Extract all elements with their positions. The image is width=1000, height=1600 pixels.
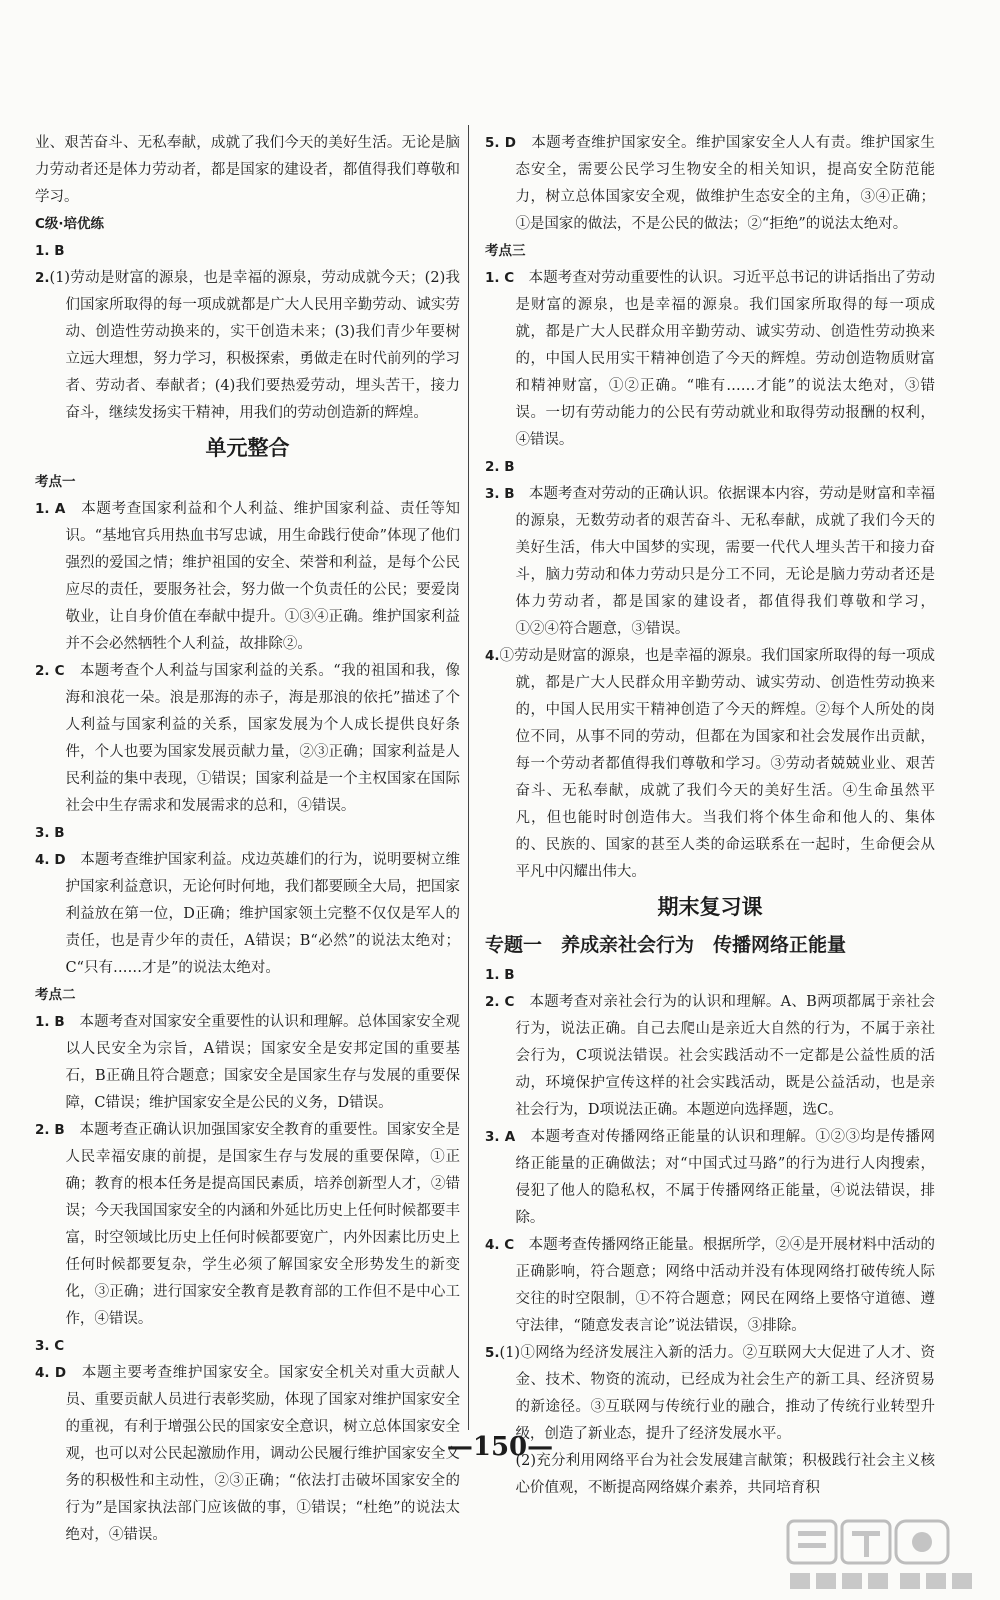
section-title: 单元整合: [205, 436, 290, 460]
answer-text: 本题主要考查维护国家安全。国家安全机关对重大贡献人员、重要贡献人员进行表彰奖励，体现了国家对维护国家安全的重视，有利于增强公民的国家安全意识，树立总体国家安全观，也可以对公民起激励作用，调动公民履行维护国家安全义务的积极性和主动性，②③正确；“依法打击破坏国家安全的行为”是国家执法部门应该做的事，①错误；“杜绝”的说法太绝对，④错误。: [65, 1365, 461, 1543]
answer-text: 本题考查对劳动的正确认识。依据课本内容，劳动是财富和幸福的源泉，无数劳动者的艰苦奋斗、无私奉献，成就了我们今天的美好生活，伟大中国梦的实现，需要一代代人埋头苦干和接力奋斗，脑力劳动和体力劳动只是分工不同，无论是脑力劳动者还是体力劳动者，都是国家的建设者，都值得我们尊敬和学习，①②④符合题意，③错误。: [514, 486, 936, 637]
answer-text: 本题考查正确认识加强国家安全教育的重要性。国家安全是人民幸福安康的前提，是国家生存与发展的重要保障，①正确；教育的根本任务是提高国民素质，培养创新型人才，②错误；今天我国国家安全的内涵和外延比历史上任何时候都要丰富，时空领域比历史上任何时候都要宽广，内外因素比历史上任何时候都要复杂，学生必须了解国家安全形势发生的新变化，③正确；进行国家安全教育是教育部的工作但不是中心工作，④错误。: [64, 1122, 460, 1327]
answer-number: 1. A: [35, 501, 66, 517]
answer-number: 5.: [485, 1345, 500, 1361]
answer-item: [35, 496, 460, 658]
answer-continuation: (2)充分利用网络平台为社会发展建言献策；积极践行社会主义核心价值观，不断提高网络媒介素养，共同培育积: [515, 1453, 935, 1496]
section-label: C级·培优练: [35, 216, 105, 232]
answer-number: 4. D: [35, 852, 66, 868]
answer-number: 1. B: [35, 1014, 65, 1030]
answer-number: 3. C: [35, 1338, 65, 1354]
answer-item: [485, 454, 935, 481]
answer-item: [35, 238, 460, 265]
right-column: [485, 130, 935, 1502]
answer-number: 4. C: [485, 1237, 515, 1253]
page-number: —150—: [446, 1432, 554, 1462]
answer-item: [35, 847, 460, 982]
answer-number: 2.: [35, 270, 50, 286]
answer-item: [35, 265, 460, 427]
answer-text: 本题考查传播网络正能量。根据所学，②④是开展材料中活动的正确影响，符合题意；网络中活动并没有体现网络打破传统人际交往的时空限制，①不符合题意；网民在网络上要恪守道德、遵守法律，“随意发表言论”说法错误，③排除。: [514, 1237, 936, 1334]
answer-number: 1. C: [485, 270, 515, 286]
answer-item: [485, 481, 935, 643]
answer-item: [485, 1124, 935, 1232]
answer-item: [485, 962, 935, 989]
answer-text: ①劳动是财富的源泉，也是幸福的源泉。我们国家所取得的每一项成就，都是广大人民群众用辛勤劳动、诚实劳动、创造性劳动换来的，中国人民用实干精神创造了今天的辉煌。②每个人所处的岗位不同，从事不同的劳动，但都在为国家和社会发展作出贡献，每一个劳动者都值得我们尊敬和学习。③劳动者兢兢业业、艰苦奋斗、无私奉献，成就了我们今天的美好生活。④生命虽然平凡，但也能时时创造伟大。当我们将个体生命和他人的、集体的、民族的、国家的甚至人类的命运联系在一起时，生命便会从平凡中闪耀出伟大。: [499, 648, 935, 880]
answer-number: 4. D: [35, 1365, 67, 1381]
answer-item: [35, 820, 460, 847]
answer-item: [35, 1333, 460, 1360]
answer-item: [35, 658, 460, 820]
section-label: 考点二: [35, 987, 76, 1003]
answer-text: 本题考查个人利益与国家利益的关系。“我的祖国和我，像海和浪花一朵。浪是那海的赤子，海是那浪的依托”描述了个人利益与国家利益的关系，国家发展为个人成长提供良好条件，个人也要为国家发展贡献力量，②③正确；国家利益是人民利益的集中表现，①错误；国家利益是一个主权国家在国际社会中生存需求和发展需求的总和，④错误。: [64, 663, 460, 814]
answer-item: [485, 989, 935, 1124]
section-label: 考点一: [35, 474, 76, 490]
answer-number: 3. B: [485, 486, 515, 502]
section-label: 考点三: [485, 243, 526, 259]
continued-paragraph: 业、艰苦奋斗、无私奉献，成就了我们今天的美好生活。无论是脑力劳动者还是体力劳动者，都是国家的建设者，都值得我们尊敬和学习。: [35, 135, 460, 205]
answer-item: [35, 1009, 460, 1117]
answer-number: 1. B: [35, 243, 65, 259]
answer-text: 本题考查对国家安全重要性的认识和理解。总体国家安全观以人民安全为宗旨，A错误；国家安全是安邦定国的重要基石，B正确且符合题意；国家安全是国家生存与发展的重要保障，C错误；维护国家安全是公民的义务，D错误。: [64, 1014, 460, 1111]
answer-number: 3. B: [35, 825, 65, 841]
topic-title: 专题一 养成亲社会行为 传播网络正能量: [485, 934, 847, 956]
answer-number: 1. B: [485, 967, 515, 983]
answer-text: (1)劳动是财富的源泉，也是幸福的源泉，劳动成就今天；(2)我们国家所取得的每一项成就都是广大人民用辛勤劳动、诚实劳动、创造性劳动换来的，实干创造未来；(3)我们青少年要树立远大理想，努力学习，积极探索，勇做走在时代前列的学习者、劳动者、奉献者；(4)我们要热爱劳动，埋头苦干，接力奋斗，继续发扬实干精神，用我们的劳动创造新的辉煌。: [49, 270, 460, 421]
answer-item: [35, 1117, 460, 1333]
answer-item: [485, 1232, 935, 1340]
answer-number: 2. B: [485, 459, 515, 475]
answer-text: 本题考查对传播网络正能量的认识和理解。①②③均是传播网络正能量的正确做法；对“中国式过马路”的行为进行人肉搜索，侵犯了他人的隐私权，不属于传播网络正能量，④说法错误，排除。: [515, 1129, 936, 1226]
answer-item: [485, 265, 935, 454]
answer-number: 5. D: [485, 135, 516, 151]
answer-item: [485, 130, 935, 238]
answer-number: 2. C: [35, 663, 65, 679]
answer-number: 2. C: [485, 994, 515, 1010]
column-divider: [468, 125, 469, 1430]
answer-number: 2. B: [35, 1122, 65, 1138]
answer-text: 本题考查对劳动重要性的认识。习近平总书记的讲话指出了劳动是财富的源泉，也是幸福的源泉。我们国家所取得的每一项成就，都是广大人民群众用辛勤劳动、诚实劳动、创造性劳动换来的，中国人民用实干精神创造了今天的辉煌。劳动创造物质财富和精神财富，①②正确。“唯有……才能”的说法太绝对，③错误。一切有劳动能力的公民有劳动就业和取得劳动报酬的权利，④错误。: [514, 270, 936, 448]
answer-item: [485, 643, 935, 886]
answer-text: 本题考查国家利益和个人利益、维护国家利益、责任等知识。“基地官兵用热血书写忠诚，用生命践行使命”体现了他们强烈的爱国之情；维护祖国的安全、荣誉和利益，是每个公民应尽的责任，要服务社会，努力做一个负责任的公民；要爱岗敬业，让自身价值在奉献中提升。①③④正确。维护国家利益并不会必然牺牲个人利益，故排除②。: [65, 501, 461, 652]
answer-text: (1)①网络为经济发展注入新的活力。②互联网大大促进了人才、资金、技术、物资的流动，已经成为社会生产的新工具、经济贸易的新途径。③互联网与传统行业的融合，推动了传统行业转型升级，创造了新业态，提升了经济发展水平。: [499, 1345, 935, 1442]
answer-number: 4.: [485, 648, 500, 664]
section-title: 期末复习课: [657, 895, 763, 919]
answer-text: 本题考查维护国家利益。戍边英雄们的行为，说明要树立维护国家利益意识，无论何时何地，我们都要顾全大局，把国家利益放在第一位，D正确；维护国家领土完整不仅仅是军人的责任，也是青少年的责任，A错误；B“必然”的说法太绝对；C“只有……才是”的说法太绝对。: [65, 852, 460, 976]
answer-number: 3. A: [485, 1129, 516, 1145]
answer-text: 本题考查维护国家安全。维护国家安全人人有责。维护国家生态安全，需要公民学习生物安全的相关知识，提高安全防范能力，树立总体国家安全观，做维护生态安全的主角，③④正确；①是国家的做法，不是公民的做法；②“拒绝”的说法太绝对。: [515, 135, 935, 232]
answer-text: 本题考查对亲社会行为的认识和理解。A、B两项都属于亲社会行为，说法正确。自己去爬山是亲近大自然的行为，不属于亲社会行为，C项说法错误。社会实践活动不一定都是公益性质的活动，环境保护宣传这样的社会实践活动，既是公益活动，也是亲社会行为，D项说法正确。本题逆向选择题，选C。: [514, 994, 935, 1118]
watermark-logo: [780, 1515, 995, 1595]
left-column: [35, 130, 460, 1549]
